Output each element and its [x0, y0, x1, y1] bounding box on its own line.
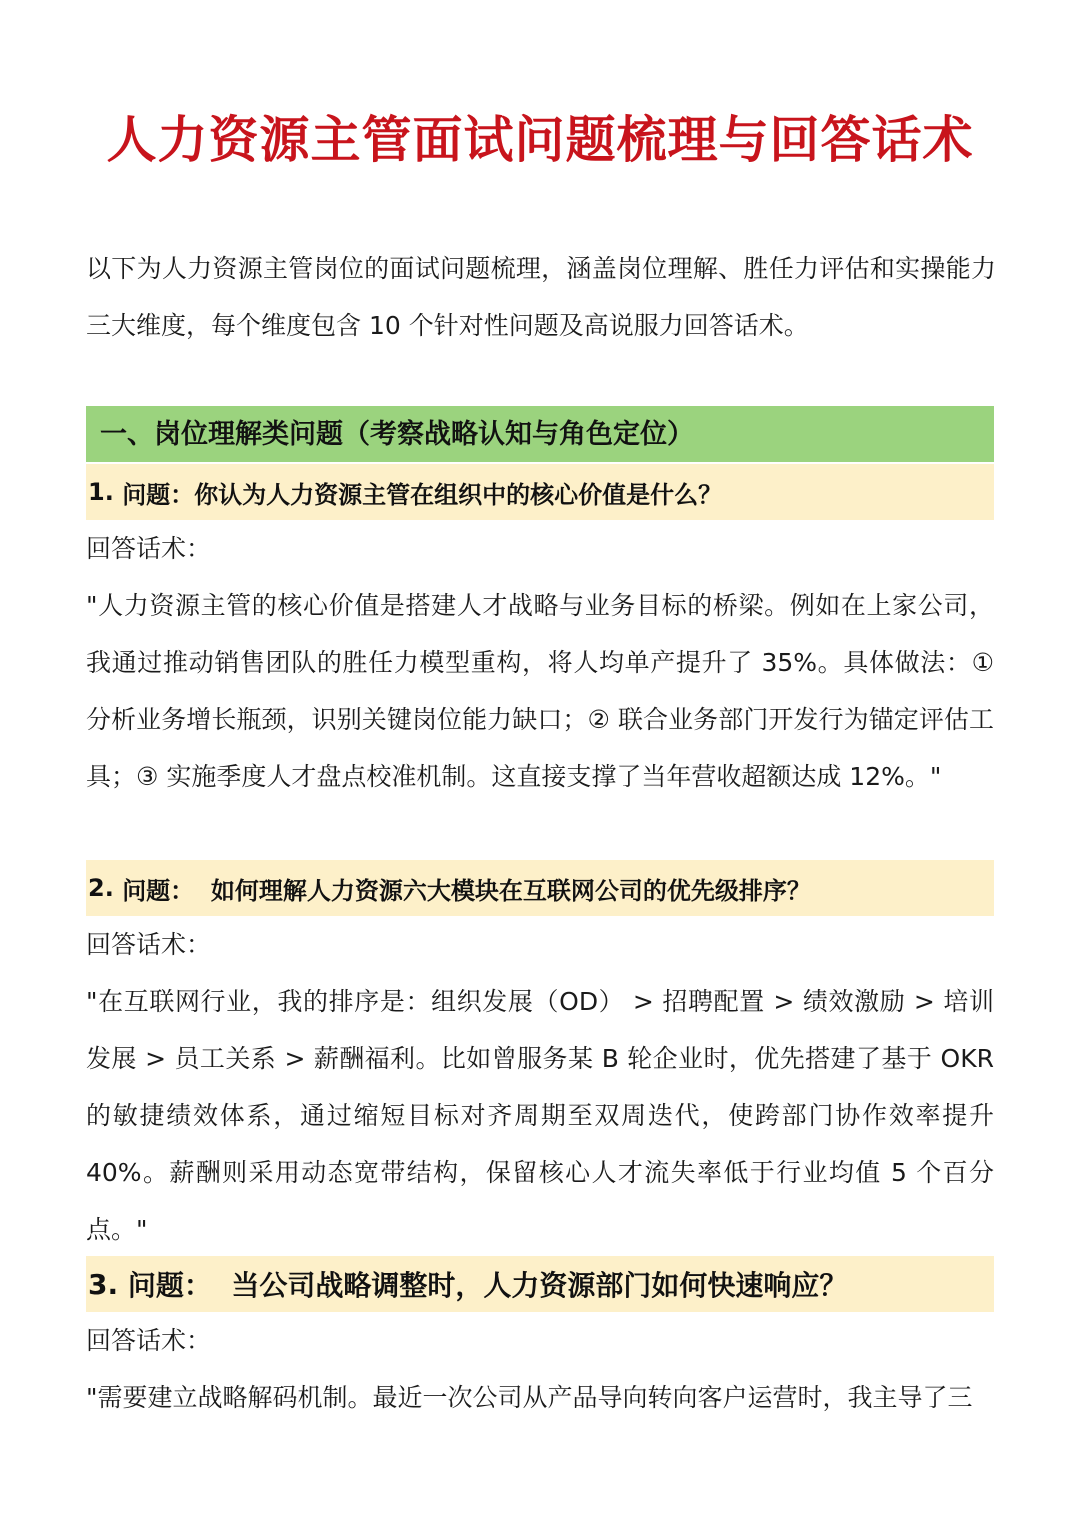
question-heading	[86, 860, 994, 916]
answer-text: "人力资源主管的核心价值是搭建人才战略与业务目标的桥梁。例如在上家公司，我通过推动销售团队的胜任力模型重构，将人均单产提升了 35%。具体做法：① 分析业务增长瓶颈，识别关键岗位能力缺口；② 联合业务部门开发行为锚定评估工具；③ 实施季度人才盘点校准机制。这直接支撑了当年营收超额达成 12%。"	[86, 591, 994, 791]
question-block-1	[86, 464, 994, 805]
answer-label: 回答话术：	[86, 534, 212, 563]
question-block-2	[86, 860, 994, 1258]
answer-label: 回答话术：	[86, 1326, 212, 1355]
question-text: 问题： 如何理解人力资源六大模块在互联网公司的优先级排序？	[122, 876, 811, 905]
question-text: 问题：你认为人力资源主管在组织中的核心价值是什么？	[122, 480, 723, 509]
question-number: 2.	[88, 874, 114, 902]
question-spacer	[114, 478, 122, 506]
question-spacer	[114, 874, 122, 902]
question-number: 1.	[88, 478, 114, 506]
question-block-3	[86, 1256, 994, 1426]
page-title: 人力资源主管面试问题梳理与回答话术	[106, 111, 974, 169]
question-heading	[86, 1256, 994, 1312]
question-number: 3.	[88, 1267, 119, 1301]
intro-paragraph: 以下为人力资源主管岗位的面试问题梳理，涵盖岗位理解、胜任力评估和实操能力三大维度，每个维度包含 10 个针对性问题及高说服力回答话术。	[86, 254, 996, 340]
question-spacer	[118, 1268, 128, 1301]
question-text: 问题： 当公司战略调整时，人力资源部门如何快速响应？	[127, 1269, 848, 1302]
answer-label: 回答话术：	[86, 930, 212, 959]
question-heading	[86, 464, 994, 520]
section-header-job-understanding: 一、岗位理解类问题（考察战略认知与角色定位）	[86, 406, 994, 462]
answer-text: "需要建立战略解码机制。最近一次公司从产品导向转向客户运营时，我主导了三	[86, 1383, 973, 1412]
answer-text: "在互联网行业，我的排序是：组织发展（OD） > 招聘配置 > 绩效激励 > 培训发展 > 员工关系 > 薪酬福利。比如曾服务某 B 轮企业时，优先搭建了基于 OKR 的敏捷绩效体系，通过缩短目标对齐周期至双周迭代，使跨部门协作效率提升 40%。薪酬则采用动态宽带结构，保留核心人才流失率低于行业均值 5 个百分点。"	[86, 987, 994, 1244]
